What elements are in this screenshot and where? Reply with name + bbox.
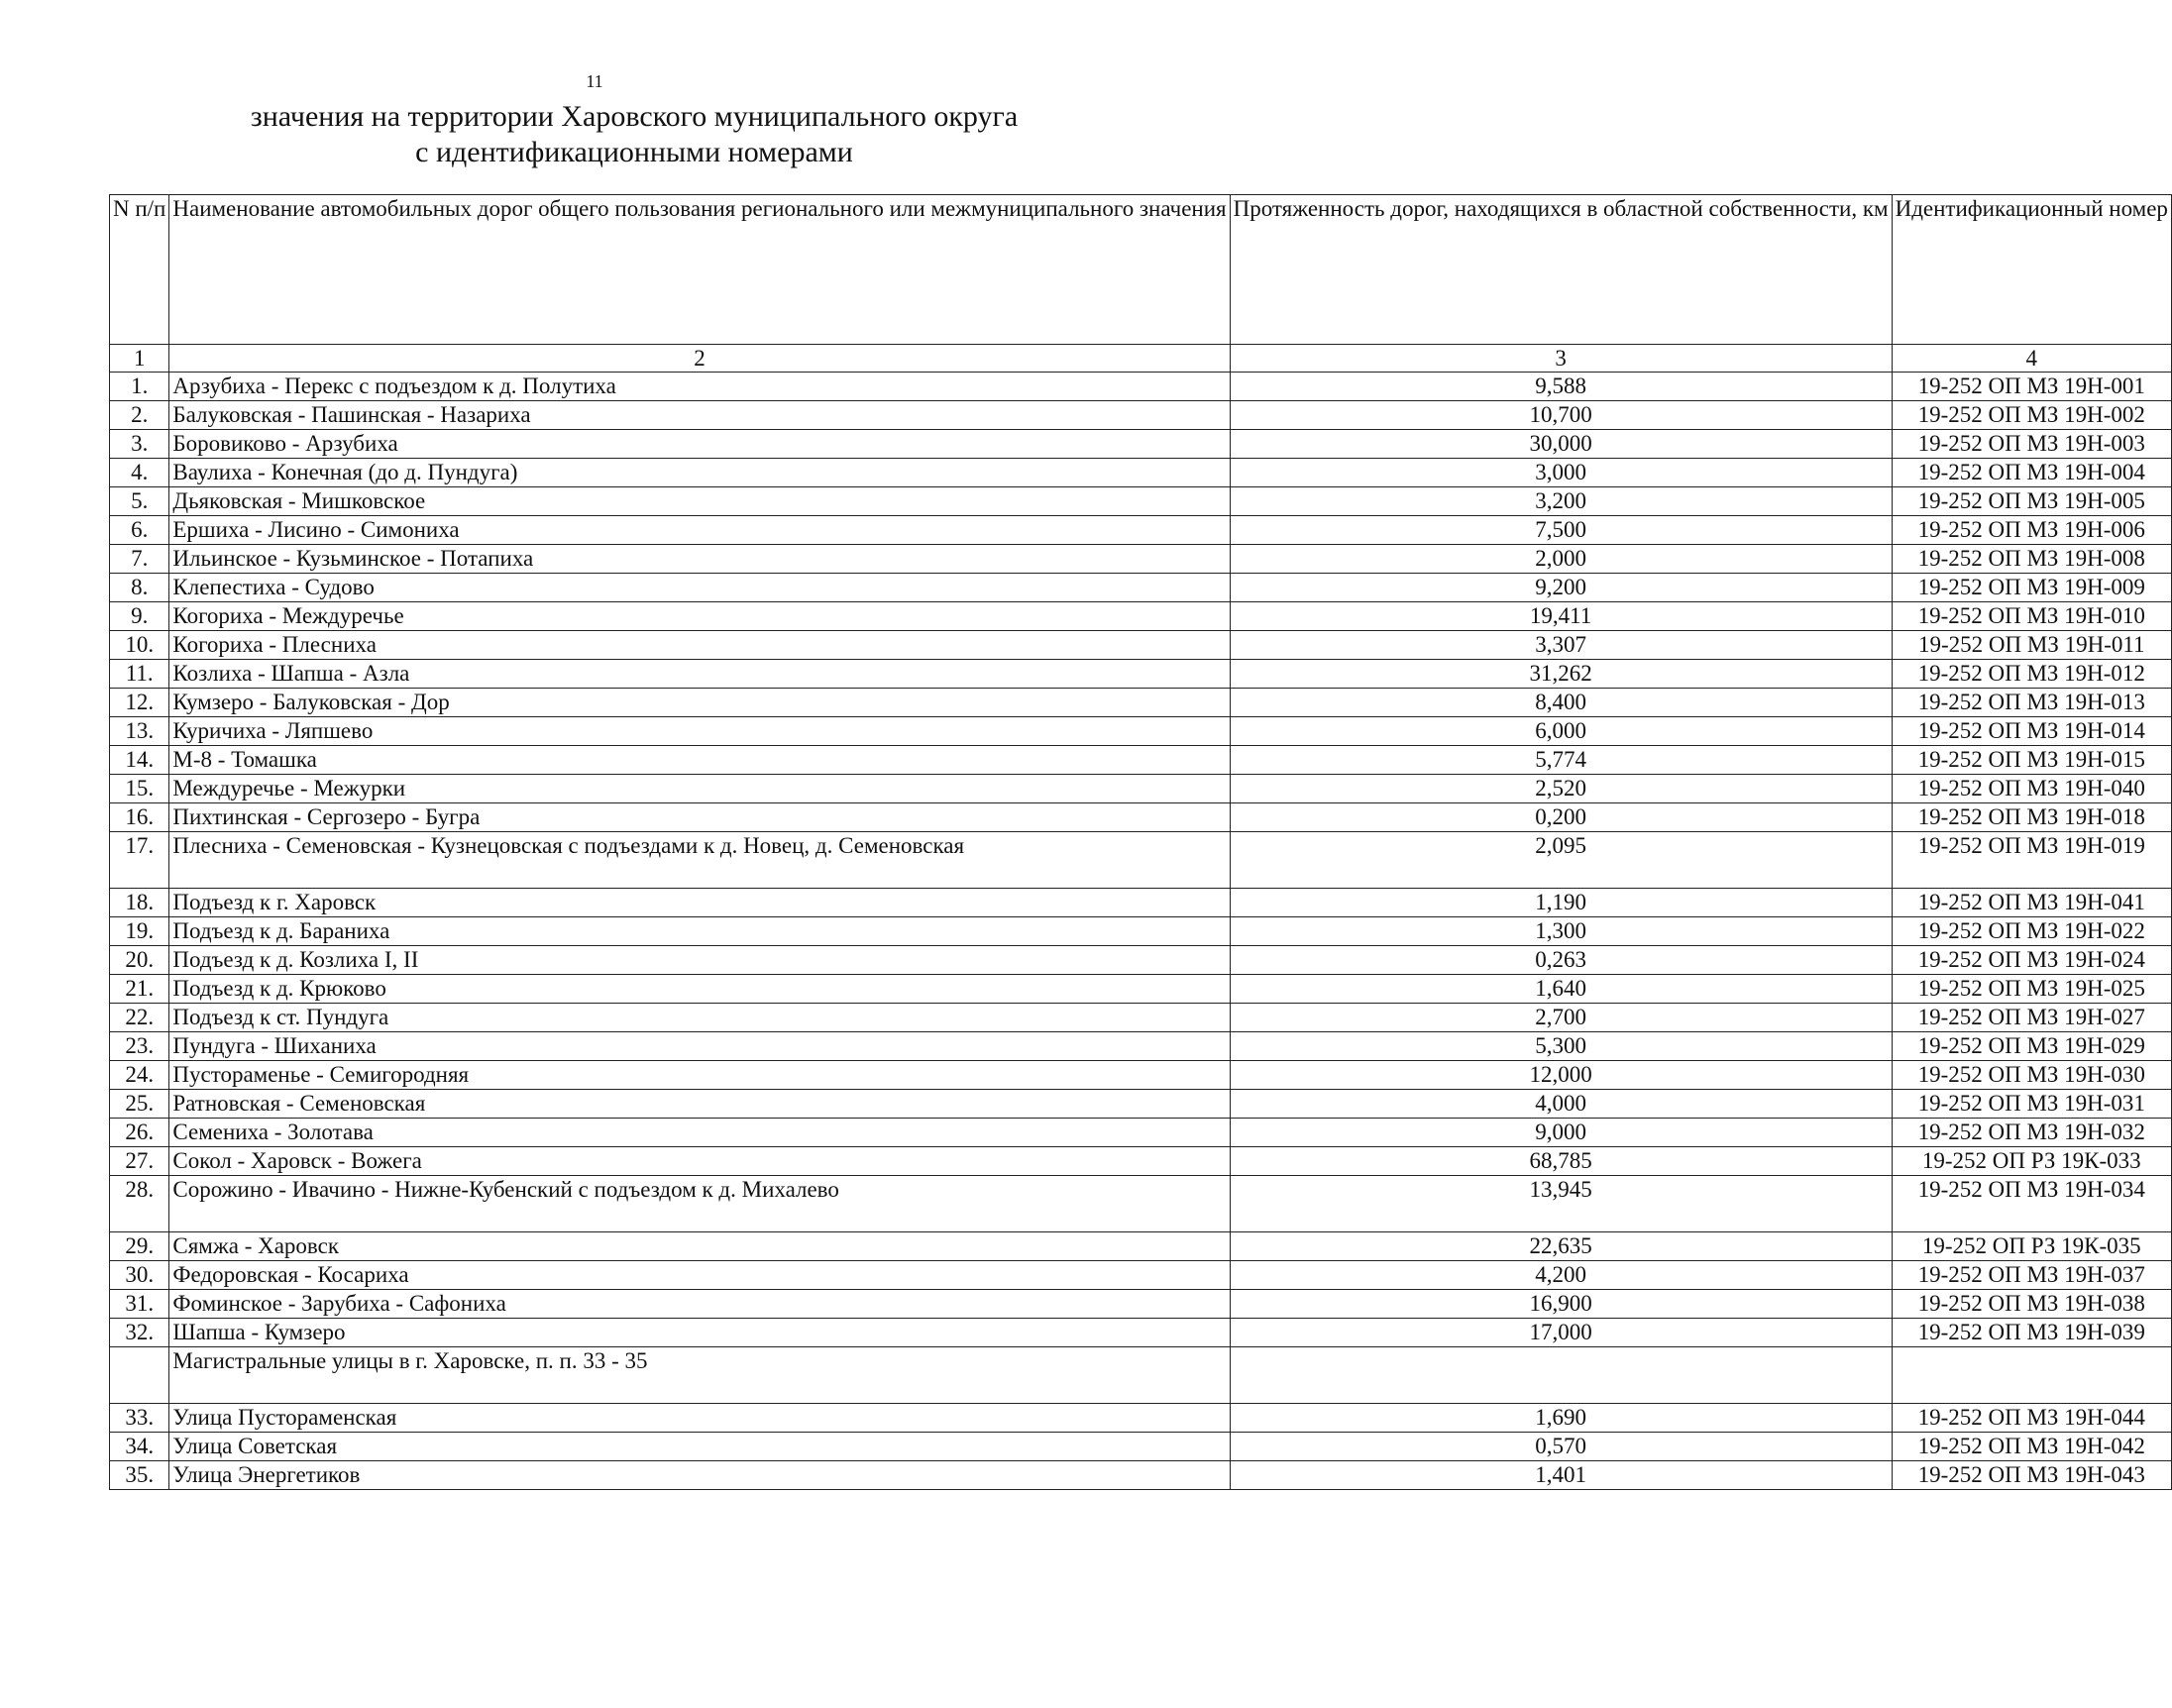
title-line-1: значения на территории Харовского муниципального округа <box>250 100 1019 133</box>
road-name: Ратновская - Семеновская <box>169 1090 1230 1119</box>
row-number: 8. <box>110 574 169 602</box>
road-length: 4,000 <box>1230 1090 1892 1119</box>
road-id: 19-252 ОП МЗ 19Н-002 <box>1892 401 2171 430</box>
road-name: Магистральные улицы в г. Харовске, п. п. 33 - 35 <box>169 1347 1230 1404</box>
road-length: 9,588 <box>1230 373 1892 401</box>
table-row <box>110 1061 2172 1090</box>
table-row <box>110 1261 2172 1290</box>
row-number: 29. <box>110 1232 169 1261</box>
table-row <box>110 889 2172 917</box>
row-number: 28. <box>110 1176 169 1232</box>
road-length: 7,500 <box>1230 516 1892 545</box>
column-index: 4 <box>1892 345 2171 373</box>
road-name: М-8 - Томашка <box>169 746 1230 775</box>
road-length: 1,640 <box>1230 975 1892 1004</box>
road-id: 19-252 ОП МЗ 19Н-013 <box>1892 689 2171 717</box>
road-length: 2,520 <box>1230 775 1892 803</box>
row-number: 34. <box>110 1433 169 1461</box>
road-length: 16,900 <box>1230 1290 1892 1319</box>
row-number: 10. <box>110 631 169 660</box>
roads-table <box>109 194 2172 1490</box>
road-length: 22,635 <box>1230 1232 1892 1261</box>
road-id: 19-252 ОП МЗ 19Н-041 <box>1892 889 2171 917</box>
road-length: 13,945 <box>1230 1176 1892 1232</box>
table-row <box>110 545 2172 574</box>
road-id: 19-252 ОП МЗ 19Н-043 <box>1892 1461 2171 1490</box>
row-number: 13. <box>110 717 169 746</box>
table-row <box>110 1232 2172 1261</box>
row-number: 25. <box>110 1090 169 1119</box>
road-id: 19-252 ОП МЗ 19Н-015 <box>1892 746 2171 775</box>
table-row <box>110 430 2172 459</box>
page-number: 11 <box>586 71 603 91</box>
table-row <box>110 1032 2172 1061</box>
road-length: 1,300 <box>1230 917 1892 946</box>
table-row <box>110 487 2172 516</box>
row-number: 1. <box>110 373 169 401</box>
road-name: Пустораменье - Семигородняя <box>169 1061 1230 1090</box>
row-number: 4. <box>110 459 169 487</box>
road-length: 68,785 <box>1230 1147 1892 1176</box>
road-name: Сямжа - Харовск <box>169 1232 1230 1261</box>
road-id: 19-252 ОП МЗ 19Н-009 <box>1892 574 2171 602</box>
table-header-row <box>110 195 2172 345</box>
road-length: 30,000 <box>1230 430 1892 459</box>
table-row <box>110 1461 2172 1490</box>
road-id: 19-252 ОП РЗ 19К-033 <box>1892 1147 2171 1176</box>
table-row <box>110 574 2172 602</box>
road-length: 9,000 <box>1230 1119 1892 1147</box>
table-row <box>110 1433 2172 1461</box>
road-length: 3,307 <box>1230 631 1892 660</box>
road-length: 0,200 <box>1230 803 1892 832</box>
table-row <box>110 803 2172 832</box>
road-length: 8,400 <box>1230 689 1892 717</box>
road-length: 1,690 <box>1230 1404 1892 1433</box>
row-number: 24. <box>110 1061 169 1090</box>
column-index: 3 <box>1230 345 1892 373</box>
row-number: 31. <box>110 1290 169 1319</box>
row-number: 30. <box>110 1261 169 1290</box>
road-id: 19-252 ОП МЗ 19Н-018 <box>1892 803 2171 832</box>
road-id: 19-252 ОП МЗ 19Н-032 <box>1892 1119 2171 1147</box>
column-index: 1 <box>110 345 169 373</box>
table-row <box>110 746 2172 775</box>
table-row <box>110 1119 2172 1147</box>
road-name: Пундуга - Шиханиха <box>169 1032 1230 1061</box>
road-name: Куричиха - Ляпшево <box>169 717 1230 746</box>
road-length: 1,401 <box>1230 1461 1892 1490</box>
row-number: 17. <box>110 832 169 889</box>
road-id: 19-252 ОП МЗ 19Н-019 <box>1892 832 2171 889</box>
road-id: 19-252 ОП МЗ 19Н-011 <box>1892 631 2171 660</box>
document-title <box>198 99 1070 170</box>
row-number: 23. <box>110 1032 169 1061</box>
road-length <box>1230 1347 1892 1404</box>
road-name: Дьяковская - Мишковское <box>169 487 1230 516</box>
row-number: 7. <box>110 545 169 574</box>
road-length: 10,700 <box>1230 401 1892 430</box>
road-id: 19-252 ОП МЗ 19Н-025 <box>1892 975 2171 1004</box>
road-length: 17,000 <box>1230 1319 1892 1347</box>
road-length: 5,300 <box>1230 1032 1892 1061</box>
road-name: Улица Пустораменская <box>169 1404 1230 1433</box>
road-length: 6,000 <box>1230 717 1892 746</box>
table-row <box>110 1290 2172 1319</box>
table-row <box>110 1347 2172 1404</box>
table-row <box>110 1147 2172 1176</box>
header-name: Наименование автомобильных дорог общего пользования регионального или межмуниципального значения <box>169 195 1230 345</box>
row-number: 27. <box>110 1147 169 1176</box>
row-number: 15. <box>110 775 169 803</box>
road-id: 19-252 ОП МЗ 19Н-027 <box>1892 1004 2171 1032</box>
road-length: 3,000 <box>1230 459 1892 487</box>
road-id: 19-252 ОП МЗ 19Н-003 <box>1892 430 2171 459</box>
title-line-2: с идентификационными номерами <box>415 136 853 168</box>
road-id: 19-252 ОП МЗ 19Н-031 <box>1892 1090 2171 1119</box>
road-name: Когориха - Междуречье <box>169 602 1230 631</box>
road-name: Сорожино - Ивачино - Нижне-Кубенский с подъездом к д. Михалево <box>169 1176 1230 1232</box>
road-name: Плесниха - Семеновская - Кузнецовская с подъездами к д. Новец, д. Семеновская <box>169 832 1230 889</box>
road-id: 19-252 ОП МЗ 19Н-037 <box>1892 1261 2171 1290</box>
road-length: 2,700 <box>1230 1004 1892 1032</box>
road-length: 0,263 <box>1230 946 1892 975</box>
table-row <box>110 975 2172 1004</box>
table-row <box>110 516 2172 545</box>
road-name: Семениха - Золотава <box>169 1119 1230 1147</box>
road-length: 31,262 <box>1230 660 1892 689</box>
table-row <box>110 946 2172 975</box>
road-name: Кумзеро - Балуковская - Дор <box>169 689 1230 717</box>
road-id: 19-252 ОП МЗ 19Н-042 <box>1892 1433 2171 1461</box>
road-name: Пихтинская - Сергозеро - Бугра <box>169 803 1230 832</box>
row-number: 35. <box>110 1461 169 1490</box>
road-name: Фоминское - Зарубиха - Сафониха <box>169 1290 1230 1319</box>
road-name: Ваулиха - Конечная (до д. Пундуга) <box>169 459 1230 487</box>
road-name: Сокол - Харовск - Вожега <box>169 1147 1230 1176</box>
row-number: 32. <box>110 1319 169 1347</box>
road-id: 19-252 ОП МЗ 19Н-039 <box>1892 1319 2171 1347</box>
road-id: 19-252 ОП МЗ 19Н-038 <box>1892 1290 2171 1319</box>
row-number <box>110 1347 169 1404</box>
row-number: 2. <box>110 401 169 430</box>
road-name: Балуковская - Пашинская - Назариха <box>169 401 1230 430</box>
road-name: Арзубиха - Перекс с подъездом к д. Полутиха <box>169 373 1230 401</box>
table-row <box>110 401 2172 430</box>
road-name: Подъезд к д. Бараниха <box>169 917 1230 946</box>
table-row <box>110 1004 2172 1032</box>
road-id: 19-252 ОП РЗ 19К-035 <box>1892 1232 2171 1261</box>
road-name: Козлиха - Шапша - Азла <box>169 660 1230 689</box>
road-length: 3,200 <box>1230 487 1892 516</box>
row-number: 5. <box>110 487 169 516</box>
road-id: 19-252 ОП МЗ 19Н-005 <box>1892 487 2171 516</box>
table-row <box>110 717 2172 746</box>
road-id: 19-252 ОП МЗ 19Н-004 <box>1892 459 2171 487</box>
road-name: Ершиха - Лисино - Симониха <box>169 516 1230 545</box>
road-name: Междуречье - Межурки <box>169 775 1230 803</box>
header-id: Идентификационный номер <box>1892 195 2171 345</box>
table-row <box>110 1176 2172 1232</box>
road-name: Когориха - Плесниха <box>169 631 1230 660</box>
table-row <box>110 602 2172 631</box>
road-id: 19-252 ОП МЗ 19Н-014 <box>1892 717 2171 746</box>
road-id: 19-252 ОП МЗ 19Н-044 <box>1892 1404 2171 1433</box>
row-number: 26. <box>110 1119 169 1147</box>
table-row <box>110 689 2172 717</box>
table-row <box>110 1319 2172 1347</box>
road-name: Клепестиха - Судово <box>169 574 1230 602</box>
road-id: 19-252 ОП МЗ 19Н-010 <box>1892 602 2171 631</box>
row-number: 21. <box>110 975 169 1004</box>
header-num: N п/п <box>110 195 169 345</box>
table-row <box>110 832 2172 889</box>
road-id: 19-252 ОП МЗ 19Н-008 <box>1892 545 2171 574</box>
road-id: 19-252 ОП МЗ 19Н-040 <box>1892 775 2171 803</box>
road-length: 9,200 <box>1230 574 1892 602</box>
row-number: 20. <box>110 946 169 975</box>
road-length: 2,095 <box>1230 832 1892 889</box>
road-id: 19-252 ОП МЗ 19Н-030 <box>1892 1061 2171 1090</box>
row-number: 9. <box>110 602 169 631</box>
road-name: Подъезд к д. Козлиха I, II <box>169 946 1230 975</box>
road-length: 1,190 <box>1230 889 1892 917</box>
row-number: 3. <box>110 430 169 459</box>
road-length: 2,000 <box>1230 545 1892 574</box>
row-number: 33. <box>110 1404 169 1433</box>
road-id: 19-252 ОП МЗ 19Н-024 <box>1892 946 2171 975</box>
road-id: 19-252 ОП МЗ 19Н-012 <box>1892 660 2171 689</box>
row-number: 14. <box>110 746 169 775</box>
table-row <box>110 1090 2172 1119</box>
row-number: 22. <box>110 1004 169 1032</box>
table-row <box>110 373 2172 401</box>
table-row <box>110 660 2172 689</box>
road-id <box>1892 1347 2171 1404</box>
row-number: 12. <box>110 689 169 717</box>
road-id: 19-252 ОП МЗ 19Н-022 <box>1892 917 2171 946</box>
road-id: 19-252 ОП МЗ 19Н-029 <box>1892 1032 2171 1061</box>
row-number: 11. <box>110 660 169 689</box>
row-number: 6. <box>110 516 169 545</box>
row-number: 16. <box>110 803 169 832</box>
column-index-row <box>110 345 2172 373</box>
road-name: Подъезд к д. Крюково <box>169 975 1230 1004</box>
road-name: Подъезд к ст. Пундуга <box>169 1004 1230 1032</box>
row-number: 18. <box>110 889 169 917</box>
road-name: Федоровская - Косариха <box>169 1261 1230 1290</box>
road-name: Улица Энергетиков <box>169 1461 1230 1490</box>
table-row <box>110 459 2172 487</box>
table-row <box>110 1404 2172 1433</box>
row-number: 19. <box>110 917 169 946</box>
column-index: 2 <box>169 345 1230 373</box>
road-length: 0,570 <box>1230 1433 1892 1461</box>
table-row <box>110 917 2172 946</box>
road-name: Боровиково - Арзубиха <box>169 430 1230 459</box>
road-name: Ильинское - Кузьминское - Потапиха <box>169 545 1230 574</box>
road-name: Шапша - Кумзеро <box>169 1319 1230 1347</box>
road-length: 5,774 <box>1230 746 1892 775</box>
table-row <box>110 631 2172 660</box>
road-length: 12,000 <box>1230 1061 1892 1090</box>
road-name: Улица Советская <box>169 1433 1230 1461</box>
table-row <box>110 775 2172 803</box>
road-id: 19-252 ОП МЗ 19Н-006 <box>1892 516 2171 545</box>
road-id: 19-252 ОП МЗ 19Н-001 <box>1892 373 2171 401</box>
road-id: 19-252 ОП МЗ 19Н-034 <box>1892 1176 2171 1232</box>
header-length: Протяженность дорог, находящихся в областной собственности, км <box>1230 195 1892 345</box>
road-length: 4,200 <box>1230 1261 1892 1290</box>
road-name: Подъезд к г. Харовск <box>169 889 1230 917</box>
road-length: 19,411 <box>1230 602 1892 631</box>
